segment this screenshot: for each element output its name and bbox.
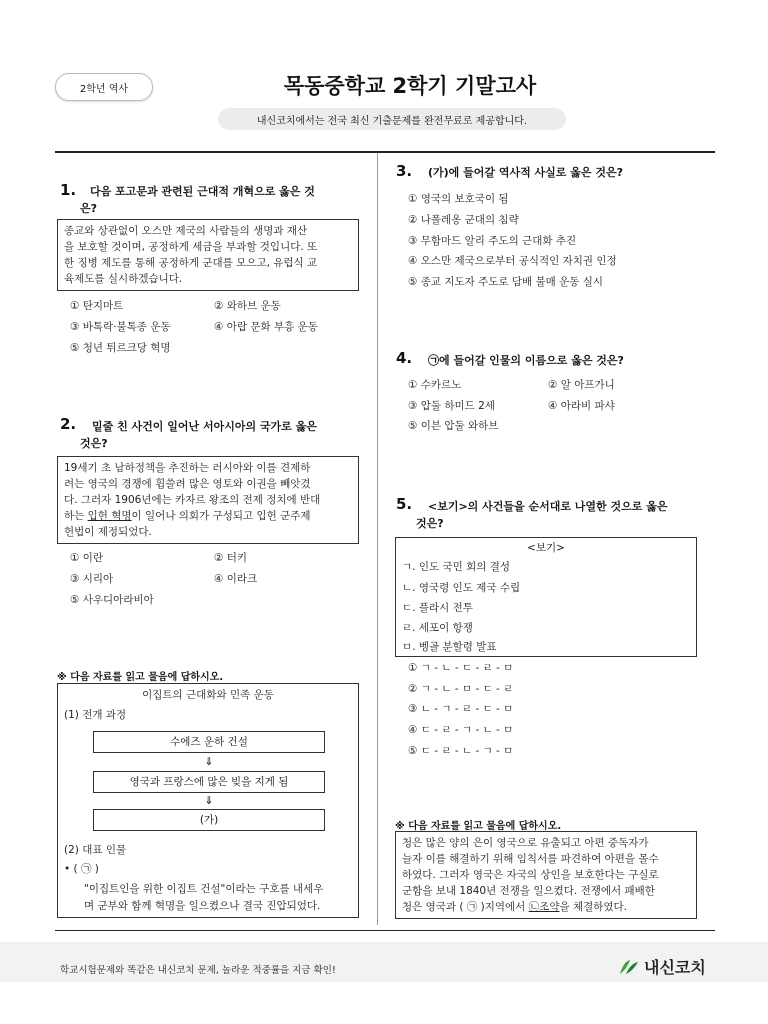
q2-option-1[interactable]: ① 이란 <box>70 552 104 564</box>
q4-number: 4. <box>396 349 413 367</box>
qing-passage-text: 을 체결하였다. <box>559 901 628 913</box>
q2-passage-line: 헌법이 제정되었다. <box>64 526 152 538</box>
flow-step-2: 영국과 프랑스에 많은 빚을 지게 됨 <box>93 771 325 793</box>
qing-passage-line: 늘자 이를 해결하기 위해 임칙서를 파견하여 아편을 몰수 <box>402 853 659 865</box>
egypt-title: 이집트의 근대화와 민족 운동 <box>142 689 274 701</box>
q1-option-1[interactable]: ① 탄지마트 <box>70 300 124 312</box>
bogi-item: ㄹ. 세포이 항쟁 <box>402 622 473 634</box>
q1-passage-line: 을 보호할 것이며, 공정하게 세금을 부과할 것입니다. 또 <box>64 241 318 253</box>
flow-arrow: ⇓ <box>204 794 214 807</box>
egypt-person: • ( ㉠ ) <box>64 863 99 875</box>
egypt-desc-line2: 며 군부와 함께 혁명을 일으켰으나 결국 진압되었다. <box>84 900 321 912</box>
q3-option-5[interactable]: ⑤ 종교 지도자 주도로 담배 불매 운동 실시 <box>408 276 604 288</box>
q1-text-line1: 다음 포고문과 관련된 근대적 개혁으로 옳은 것 <box>90 185 315 198</box>
q1-passage-line: 한 징병 제도를 통해 공정하게 군대를 모으고, 유럽식 교 <box>64 257 318 269</box>
q3-number: 3. <box>396 162 413 180</box>
q2-option-2[interactable]: ② 터키 <box>214 552 248 564</box>
q3-option-2[interactable]: ② 나폴레옹 군대의 침략 <box>408 214 519 226</box>
q1-option-2[interactable]: ② 와하브 운동 <box>214 300 281 312</box>
q5-bogi-box <box>395 537 697 657</box>
flow-arrow: ⇓ <box>204 755 214 768</box>
qing-passage-text: 청은 영국과 ( ㉠ )지역에서 <box>402 901 529 913</box>
q1-option-4[interactable]: ④ 아랍 문화 부흥 운동 <box>214 321 318 333</box>
q1-passage <box>57 219 359 291</box>
q2-option-4[interactable]: ④ 이라크 <box>214 573 258 585</box>
flow-step-1: 수에즈 운하 건설 <box>93 731 325 753</box>
qing-passage-line <box>402 899 690 915</box>
q2-passage <box>57 456 359 544</box>
q1-passage-line: 종교와 상관없이 오스만 제국의 사람들의 생명과 재산 <box>64 225 308 237</box>
grade-badge: 2학년 역사 <box>55 73 153 101</box>
q5-option-3[interactable]: ③ ㄴ - ㄱ - ㄹ - ㄷ - ㅁ <box>408 703 514 715</box>
q5-number: 5. <box>396 495 413 513</box>
q1-text-line2: 은? <box>80 202 98 215</box>
q2-passage-line <box>64 508 352 524</box>
instruction-note-right: ※ 다음 자료를 읽고 물음에 답하시오. <box>395 821 562 832</box>
column-divider <box>377 153 378 925</box>
top-divider <box>55 151 715 153</box>
q5-option-1[interactable]: ① ㄱ - ㄴ - ㄷ - ㄹ - ㅁ <box>408 662 514 674</box>
q3-option-3[interactable]: ③ 무함마드 알리 주도의 근대화 추진 <box>408 235 577 247</box>
q4-option-2[interactable]: ② 알 아프가니 <box>548 379 615 391</box>
q1-option-5[interactable]: ⑤ 청년 튀르크당 혁명 <box>70 342 171 354</box>
q2-passage-line: 려는 영국의 경쟁에 휩쓸려 많은 영토와 이권을 빼앗겼 <box>64 478 311 490</box>
egypt-section1: (1) 전개 과정 <box>64 709 127 721</box>
qing-underlined-treaty: ㉡조약 <box>528 901 560 913</box>
q1-number: 1. <box>60 181 77 199</box>
q4-text: ㉠에 들어갈 인물의 이름으로 옳은 것은? <box>428 354 624 367</box>
q1-passage-line: 육제도를 실시하겠습니다. <box>64 273 183 285</box>
qing-passage <box>395 831 697 919</box>
bogi-item: ㄱ. 인도 국민 회의 결성 <box>402 561 510 573</box>
egypt-section2: (2) 대표 인물 <box>64 844 127 856</box>
q4-option-1[interactable]: ① 수카르노 <box>408 379 462 391</box>
page-title: 목동중학교 2학기 기말고사 <box>283 74 537 98</box>
flow-step-3: (가) <box>93 809 325 831</box>
egypt-desc-line1: "이집트인을 위한 이집트 건설"이라는 구호를 내세우 <box>84 883 324 895</box>
q5-text-line2: 것은? <box>416 517 444 530</box>
qing-passage-line: 청은 많은 양의 은이 영국으로 유출되고 아편 중독자가 <box>402 837 649 849</box>
q2-passage-text: 이 일어나 의회가 구성되고 입헌 군주제 <box>131 510 311 522</box>
q2-passage-line: 19세기 초 남하정책을 추진하는 러시아와 이를 견제하 <box>64 462 311 474</box>
q4-option-5[interactable]: ⑤ 이븐 압둘 와하브 <box>408 420 499 432</box>
leaf-icon <box>618 958 640 976</box>
q2-passage-line: 다. 그러자 1906년에는 카자르 왕조의 전제 정치에 반대 <box>64 494 321 506</box>
egypt-material-box <box>57 683 359 918</box>
qing-passage-line: 군함을 보내 1840년 전쟁을 일으켰다. 전쟁에서 패배한 <box>402 885 655 897</box>
q5-option-5[interactable]: ⑤ ㄷ - ㄹ - ㄴ - ㄱ - ㅁ <box>408 745 514 757</box>
q3-text: (가)에 들어갈 역사적 사실로 옳은 것은? <box>428 166 623 179</box>
q2-number: 2. <box>60 415 77 433</box>
q2-passage-text: 하는 <box>64 510 88 522</box>
qing-passage-line: 하였다. 그러자 영국은 자국의 상인을 보호한다는 구실로 <box>402 869 659 881</box>
q2-underlined-event: 입헌 혁명 <box>87 510 132 522</box>
bogi-item: ㄷ. 플라시 전투 <box>402 602 473 614</box>
subtitle-banner: 내신코치에서는 전국 최신 기출문제를 완전무료로 제공합니다. <box>218 108 566 130</box>
q2-text-line1: 밑줄 친 사건이 일어난 서아시아의 국가로 옳은 <box>92 420 317 433</box>
q2-option-3[interactable]: ③ 시리아 <box>70 573 114 585</box>
q5-text-line1: <보기>의 사건들을 순서대로 나열한 것으로 옳은 <box>428 500 668 513</box>
q5-option-2[interactable]: ② ㄱ - ㄴ - ㅁ - ㄷ - ㄹ <box>408 683 514 695</box>
q5-option-4[interactable]: ④ ㄷ - ㄹ - ㄱ - ㄴ - ㅁ <box>408 724 514 736</box>
q4-option-4[interactable]: ④ 아라비 파샤 <box>548 400 615 412</box>
bottom-divider <box>55 930 715 931</box>
q2-option-5[interactable]: ⑤ 사우디아라비아 <box>70 594 154 606</box>
brand-logo-text: 내신코치 <box>644 958 706 977</box>
brand-logo[interactable] <box>618 955 706 978</box>
q1-option-3[interactable]: ③ 바톡락·불톡종 운동 <box>70 321 171 333</box>
q3-option-4[interactable]: ④ 오스만 제국으로부터 공식적인 자치권 인정 <box>408 255 617 267</box>
instruction-note-left: ※ 다음 자료를 읽고 물음에 답하시오. <box>57 672 224 683</box>
bogi-item: ㅁ. 벵골 분할령 발표 <box>402 641 497 653</box>
q4-option-3[interactable]: ③ 압둘 하미드 2세 <box>408 400 495 412</box>
footer-text: 학교시험문제와 똑같은 내신코치 문제, 놀라운 적중률을 지금 확인! <box>60 965 336 976</box>
q2-text-line2: 것은? <box>80 437 108 450</box>
q3-option-1[interactable]: ① 영국의 보호국이 됨 <box>408 193 509 205</box>
bogi-item: ㄴ. 영국령 인도 제국 수립 <box>402 582 521 594</box>
bogi-title: <보기> <box>527 542 565 554</box>
